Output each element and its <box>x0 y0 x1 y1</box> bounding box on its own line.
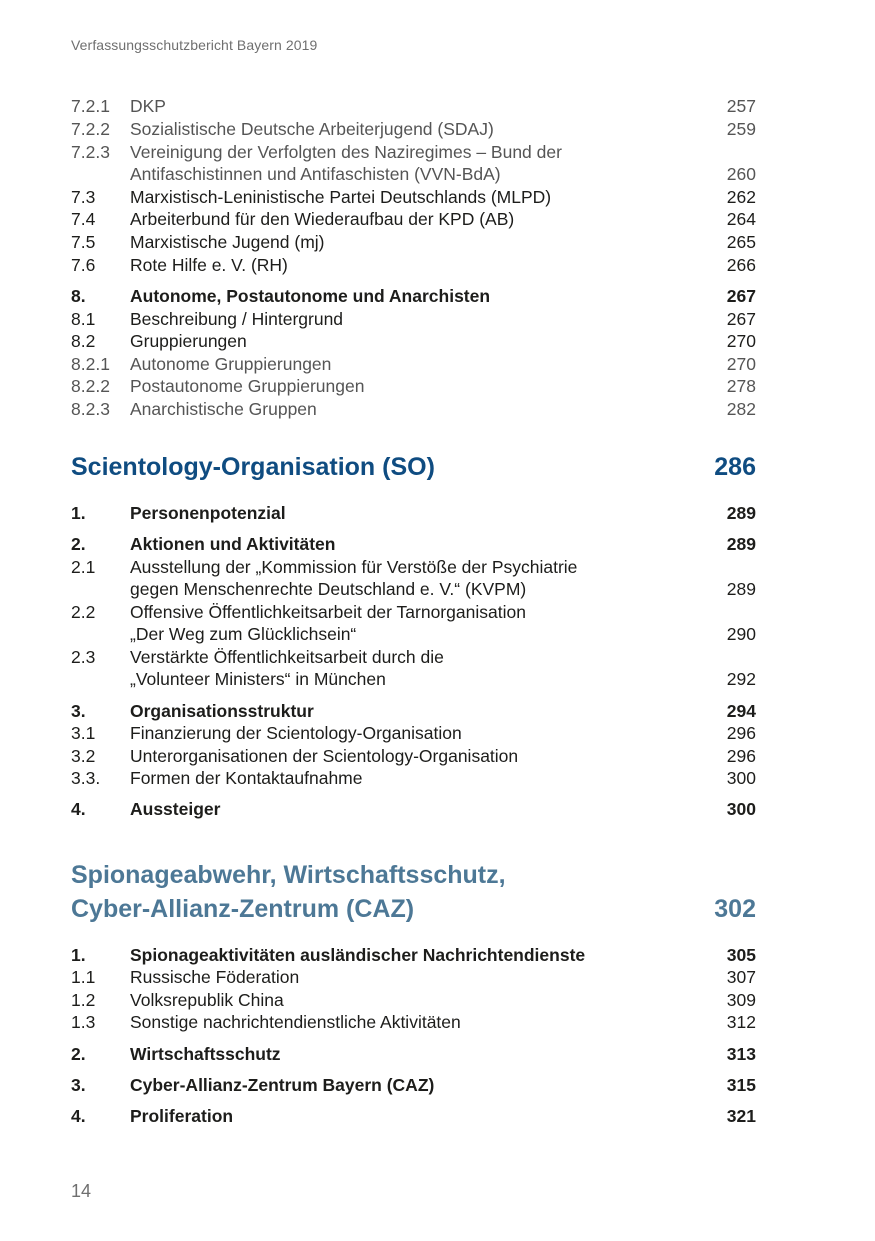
toc-entry-number: 3.1 <box>71 723 96 743</box>
toc-entry-title: Beschreibung / Hintergrund <box>130 309 344 329</box>
toc-entry-title: gegen Menschenrechte Deutschland e. V.“ (KVPM) <box>130 579 527 599</box>
toc-entry-number: 2. <box>71 534 86 554</box>
toc-entry-page: 300 <box>726 799 756 819</box>
toc-entry-title: DKP <box>130 96 166 116</box>
toc-entry-title: Aussteiger <box>130 799 221 819</box>
toc-entry-number: 7.3 <box>71 187 96 207</box>
toc-entry-page: 278 <box>726 376 756 396</box>
toc-entry-page: 289 <box>726 534 756 554</box>
toc-entry-page: 264 <box>726 209 756 229</box>
toc-entry-page: 305 <box>726 945 756 965</box>
toc-entry-title: Offensive Öffentlichkeitsarbeit der Tarnorganisation <box>130 602 526 622</box>
toc-entry-title: Russische Föderation <box>130 967 300 987</box>
toc-entry-number: 2.2 <box>71 602 96 622</box>
section-title-line-2: Cyber-Allianz-Zentrum (CAZ) <box>71 895 415 923</box>
section-heading-spionageabwehr-line-2 <box>71 892 756 926</box>
toc-entry-number: 4. <box>71 799 86 819</box>
toc-entry-number: 8.1 <box>71 309 96 329</box>
page-number: 14 <box>71 1181 92 1201</box>
toc-entry-number: 1. <box>71 945 86 965</box>
toc-entry-title: Arbeiterbund für den Wiederaufbau der KPD (AB) <box>130 209 515 229</box>
toc-entry-number: 3.3. <box>71 768 101 788</box>
toc-entry-title: Marxistisch-Leninistische Partei Deutschlands (MLPD) <box>130 187 552 207</box>
toc-entry-page: 294 <box>726 701 756 721</box>
toc-entry-page: 267 <box>726 286 756 306</box>
toc-entry-title: Organisationsstruktur <box>130 701 314 721</box>
toc-entry-title: Sozialistische Deutsche Arbeiterjugend (SDAJ) <box>130 119 494 139</box>
toc-entry-title: Sonstige nachrichtendienstliche Aktivitäten <box>130 1012 461 1032</box>
toc-entry-page: 315 <box>726 1075 756 1095</box>
toc-entry-title: Unterorganisationen der Scientology-Organisation <box>130 746 519 766</box>
toc-entry-title: Gruppierungen <box>130 331 247 351</box>
toc-entry-number: 8. <box>71 286 86 306</box>
section-page: 286 <box>714 453 756 481</box>
toc-entry-number: 3. <box>71 701 86 721</box>
toc-entry-number: 1. <box>71 503 86 523</box>
section-heading-spionageabwehr <box>71 858 756 892</box>
toc-entry-title: Spionageaktivitäten ausländischer Nachrichtendienste <box>130 945 586 965</box>
toc-entry-number: 3.2 <box>71 746 96 766</box>
toc-entry-page: 282 <box>726 399 756 419</box>
toc-entry-number: 2.1 <box>71 557 96 577</box>
toc-entry-number: 8.2.2 <box>71 376 110 396</box>
toc-entry-number: 8.2.3 <box>71 399 110 419</box>
toc-entry-title: Aktionen und Aktivitäten <box>130 534 336 554</box>
section-heading-scientology <box>71 450 756 484</box>
toc-entry-title: Postautonome Gruppierungen <box>130 376 365 396</box>
toc-entry-number: 8.2 <box>71 331 96 351</box>
toc-entry-title: Autonome, Postautonome und Anarchisten <box>130 286 491 306</box>
toc-entry-title: Volksrepublik China <box>130 990 284 1010</box>
toc-entry-page: 289 <box>726 579 756 599</box>
toc-entry-number: 8.2.1 <box>71 354 110 374</box>
toc-entry-page: 260 <box>726 164 756 184</box>
toc-entry-title: Finanzierung der Scientology-Organisation <box>130 723 462 743</box>
toc-entry-number: 2.3 <box>71 647 96 667</box>
toc-entry-number: 7.4 <box>71 209 96 229</box>
toc-entry-number: 7.5 <box>71 232 96 252</box>
toc-entry-title: Rote Hilfe e. V. (RH) <box>130 255 288 275</box>
toc-entry-title: Cyber-Allianz-Zentrum Bayern (CAZ) <box>130 1075 435 1095</box>
toc-entry-title: Personenpotenzial <box>130 503 286 523</box>
toc-entry-page: 296 <box>726 723 756 743</box>
toc-entry-number: 1.2 <box>71 990 96 1010</box>
toc-entry-title: Vereinigung der Verfolgten des Naziregimes – Bund der <box>130 142 562 162</box>
toc-entry-title: Marxistische Jugend (mj) <box>130 232 325 252</box>
toc-entry-page: 296 <box>726 746 756 766</box>
toc-entry-number: 1.1 <box>71 967 96 987</box>
toc-entry-number: 4. <box>71 1106 86 1126</box>
section-title-line-1: Spionageabwehr, Wirtschaftsschutz, <box>71 861 506 889</box>
toc-entry-title: „Der Weg zum Glücklichsein“ <box>130 624 357 644</box>
toc-entry-page: 321 <box>726 1106 756 1126</box>
toc-entry-title: Verstärkte Öffentlichkeitsarbeit durch die <box>130 647 444 667</box>
toc-entry-page: 270 <box>726 331 756 351</box>
toc-entry-number: 7.6 <box>71 255 96 275</box>
toc-entry-title: „Volunteer Ministers“ in München <box>130 669 386 689</box>
toc-entry-page: 259 <box>726 119 756 139</box>
toc-entry-title: Antifaschistinnen und Antifaschisten (VVN-BdA) <box>130 164 501 184</box>
toc-entry-page: 265 <box>726 232 756 252</box>
toc-entry-page: 267 <box>726 309 756 329</box>
section-title: Scientology-Organisation (SO) <box>71 453 435 481</box>
toc-entry-page: 266 <box>726 255 756 275</box>
toc-entry-page: 307 <box>726 967 756 987</box>
toc-entry-number: 7.2.1 <box>71 96 110 116</box>
toc-entry-page: 257 <box>726 96 756 116</box>
toc-entry-page: 292 <box>726 669 756 689</box>
toc-entry-number: 1.3 <box>71 1012 96 1032</box>
toc-entry-title: Proliferation <box>130 1106 234 1126</box>
toc-entry-page: 313 <box>726 1044 756 1064</box>
toc-entry-page: 309 <box>726 990 756 1010</box>
running-header: Verfassungsschutzbericht Bayern 2019 <box>71 37 318 53</box>
toc-entry-title: Autonome Gruppierungen <box>130 354 332 374</box>
toc-entry-page: 262 <box>726 187 756 207</box>
toc-entry-page: 300 <box>726 768 756 788</box>
section-page: 302 <box>714 895 756 923</box>
toc-entry-title: Formen der Kontaktaufnahme <box>130 768 363 788</box>
toc-entry-title: Wirtschaftsschutz <box>130 1044 281 1064</box>
toc-entry-title: Anarchistische Gruppen <box>130 399 317 419</box>
toc-entry-number: 3. <box>71 1075 86 1095</box>
toc-entry-page: 312 <box>726 1012 756 1032</box>
toc-entry-page: 290 <box>726 624 756 644</box>
toc-entry-page: 289 <box>726 503 756 523</box>
toc-entry-title: Ausstellung der „Kommission für Verstöße der Psychiatrie <box>130 557 578 577</box>
toc-entry-number: 7.2.2 <box>71 119 110 139</box>
toc-entry-number: 2. <box>71 1044 86 1064</box>
toc-entry-page: 270 <box>726 354 756 374</box>
toc-entry-number: 7.2.3 <box>71 142 110 162</box>
